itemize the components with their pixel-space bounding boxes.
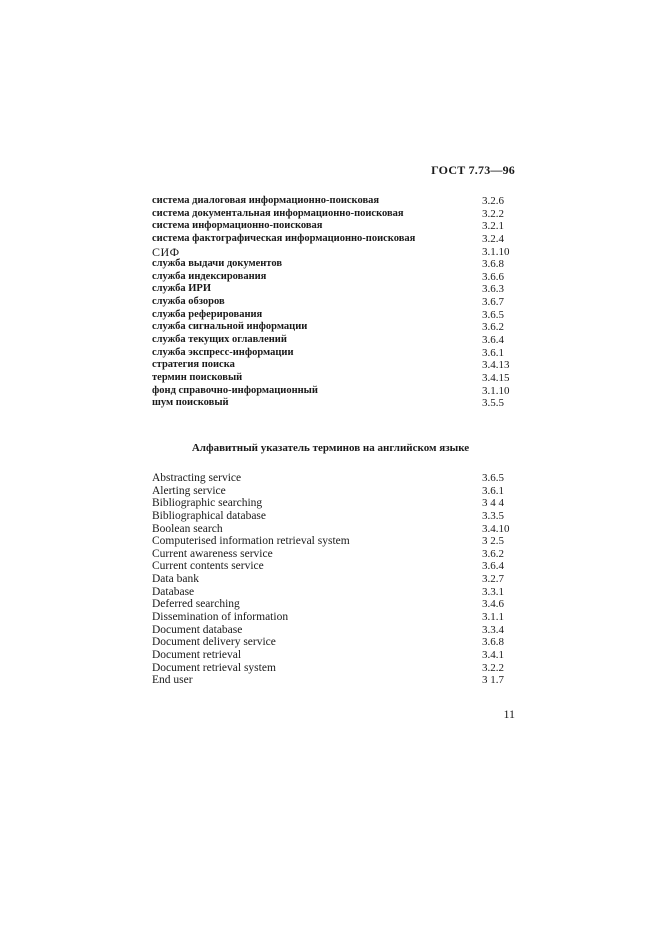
index-row (152, 385, 522, 398)
index-ref: 3.5.5 (482, 397, 504, 410)
index-ref: 3.2.7 (482, 573, 504, 586)
index-ref: 3.1.1 (482, 611, 504, 624)
index-row (152, 334, 522, 347)
index-ref: 3.6.3 (482, 283, 504, 296)
index-term: Computerised information retrieval system (152, 535, 350, 548)
index-row (152, 208, 522, 221)
index-ref: 3 2.5 (482, 535, 504, 548)
index-term: система фактографическая информационно-поисковая (152, 232, 416, 244)
index-row (152, 472, 522, 485)
index-term: Current awareness service (152, 547, 273, 560)
index-row (152, 573, 522, 586)
english-index-heading: Алфавитный указатель терминов на английском языке (191, 442, 470, 454)
index-term: служба текущих оглавлений (152, 334, 287, 346)
index-term: система диалоговая информационно-поисковая (152, 195, 380, 206)
index-ref: 3.2.6 (482, 195, 504, 207)
document-code: ГОСТ 7.73—96 (431, 163, 515, 177)
index-ref: 3.2.4 (482, 232, 504, 245)
index-term: Deferred searching (152, 598, 240, 611)
index-term: служба обзоров (152, 296, 225, 308)
index-row (152, 195, 522, 208)
index-ref: 3.4.15 (482, 371, 510, 384)
index-ref: 3.6.7 (482, 296, 504, 309)
index-term: Bibliographical database (152, 509, 267, 522)
index-term: Document retrieval (152, 648, 242, 661)
index-row (152, 636, 522, 649)
index-row (152, 662, 522, 675)
index-ref: 3.6.1 (482, 346, 504, 359)
index-term: фонд справочно-информационный (152, 384, 318, 396)
index-row (152, 611, 522, 624)
index-ref: 3.1.10 (482, 245, 510, 258)
index-term: Alerting service (152, 484, 226, 497)
index-ref: 3.3.5 (482, 509, 504, 522)
index-row (152, 220, 522, 233)
index-row (152, 497, 522, 510)
index-term: Data bank (152, 573, 199, 586)
page-number: 11 (503, 707, 515, 721)
index-row (152, 296, 522, 309)
index-row (152, 246, 522, 259)
index-row (152, 258, 522, 271)
english-term-index (152, 472, 522, 687)
index-ref: 3.6.4 (482, 334, 504, 347)
index-term: СИФ (152, 244, 180, 259)
index-row (152, 535, 522, 548)
index-term: стратегия поиска (152, 359, 235, 371)
index-ref: 3.4.10 (482, 522, 510, 535)
index-ref: 3 1.7 (482, 674, 504, 687)
index-row (152, 359, 522, 372)
index-ref: 3.3.4 (482, 623, 504, 636)
index-row (152, 560, 522, 573)
index-row (152, 309, 522, 322)
index-term: Document retrieval system (152, 661, 276, 674)
index-row (152, 397, 522, 410)
index-ref: 3.2.2 (482, 207, 504, 220)
index-ref: 3.6.6 (482, 270, 504, 283)
index-term: шум поисковый (152, 397, 229, 409)
index-term: система информационно-поисковая (152, 220, 323, 232)
index-term: служба экспресс-информации (152, 346, 294, 358)
index-ref: 3.4.1 (482, 648, 504, 661)
index-row (152, 674, 522, 687)
index-term: служба индексирования (152, 270, 267, 282)
index-row (152, 321, 522, 334)
index-row (152, 271, 522, 284)
index-term: служба выдачи документов (152, 258, 282, 270)
index-row (152, 649, 522, 662)
index-term: Document delivery service (152, 636, 276, 649)
index-term: термин поисковый (152, 371, 243, 383)
russian-term-index (152, 195, 522, 410)
index-term: служба ИРИ (152, 283, 212, 295)
index-term: служба сигнальной информации (152, 321, 308, 333)
index-term: Current contents service (152, 560, 264, 573)
index-term: система документальная информационно-поисковая (152, 207, 404, 219)
index-row (152, 523, 522, 536)
index-ref: 3.1.10 (482, 384, 510, 397)
index-term: Boolean search (152, 522, 223, 535)
index-term: Document database (152, 623, 243, 636)
index-row (152, 586, 522, 599)
index-ref: 3.6.2 (482, 547, 504, 560)
index-ref: 3.6.2 (482, 321, 504, 334)
index-ref: 3.2.1 (482, 220, 504, 233)
index-ref: 3.6.8 (482, 636, 504, 649)
index-row (152, 233, 522, 246)
index-ref: 3.6.8 (482, 258, 504, 271)
index-ref: 3.6.4 (482, 560, 504, 573)
index-ref: 3.2.2 (482, 661, 504, 674)
index-ref: 3 4 4 (482, 497, 504, 510)
index-term: Bibliographic searching (152, 497, 263, 510)
index-ref: 3.6.1 (482, 484, 504, 497)
index-ref: 3.3.1 (482, 585, 504, 598)
index-row (152, 510, 522, 523)
index-term: Abstracting service (152, 472, 242, 484)
index-ref: 3.6.5 (482, 308, 504, 321)
index-row (152, 624, 522, 637)
index-row (152, 347, 522, 360)
index-term: End user (152, 674, 193, 687)
index-term: Database (152, 585, 195, 598)
index-term: служба реферирования (152, 308, 263, 320)
index-ref: 3.6.5 (482, 472, 504, 484)
index-ref: 3.4.13 (482, 359, 510, 372)
index-row (152, 485, 522, 498)
index-term: Dissemination of information (152, 611, 289, 624)
index-row (152, 372, 522, 385)
index-row (152, 548, 522, 561)
index-row (152, 598, 522, 611)
index-ref: 3.4.6 (482, 598, 504, 611)
index-row (152, 283, 522, 296)
